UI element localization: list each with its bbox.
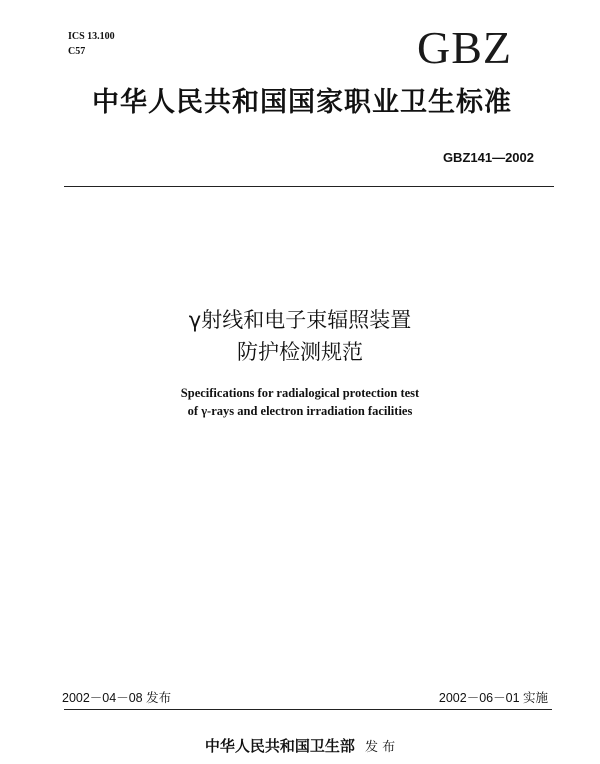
- publisher-name: 中华人民共和国卫生部: [204, 737, 355, 755]
- publisher-line: [0, 736, 600, 758]
- publisher-label: 发 布: [364, 740, 396, 755]
- chinese-title-line-2: 防护检测规范: [237, 340, 363, 364]
- english-title-line-2: of γ-rays and electron irradiation facilities: [187, 404, 413, 418]
- gbz-logo: GBZ: [417, 22, 512, 73]
- implementation-date: 2002－06－01 实施: [438, 691, 548, 705]
- chinese-title-line-1: γ射线和电子束辐照装置: [188, 308, 412, 332]
- organization-title: 中华人民共和国国家职业卫生标准: [92, 87, 512, 118]
- ics-code: ICS 13.100: [68, 31, 115, 42]
- bottom-divider: [64, 709, 552, 710]
- english-title-line-1: Specifications for radialogical protection test: [180, 386, 420, 400]
- ccs-code: C57: [68, 46, 86, 57]
- standard-number: GBZ141—2002: [442, 150, 534, 165]
- issue-date: 2002－04－08 发布: [62, 691, 172, 705]
- top-divider: [64, 186, 554, 187]
